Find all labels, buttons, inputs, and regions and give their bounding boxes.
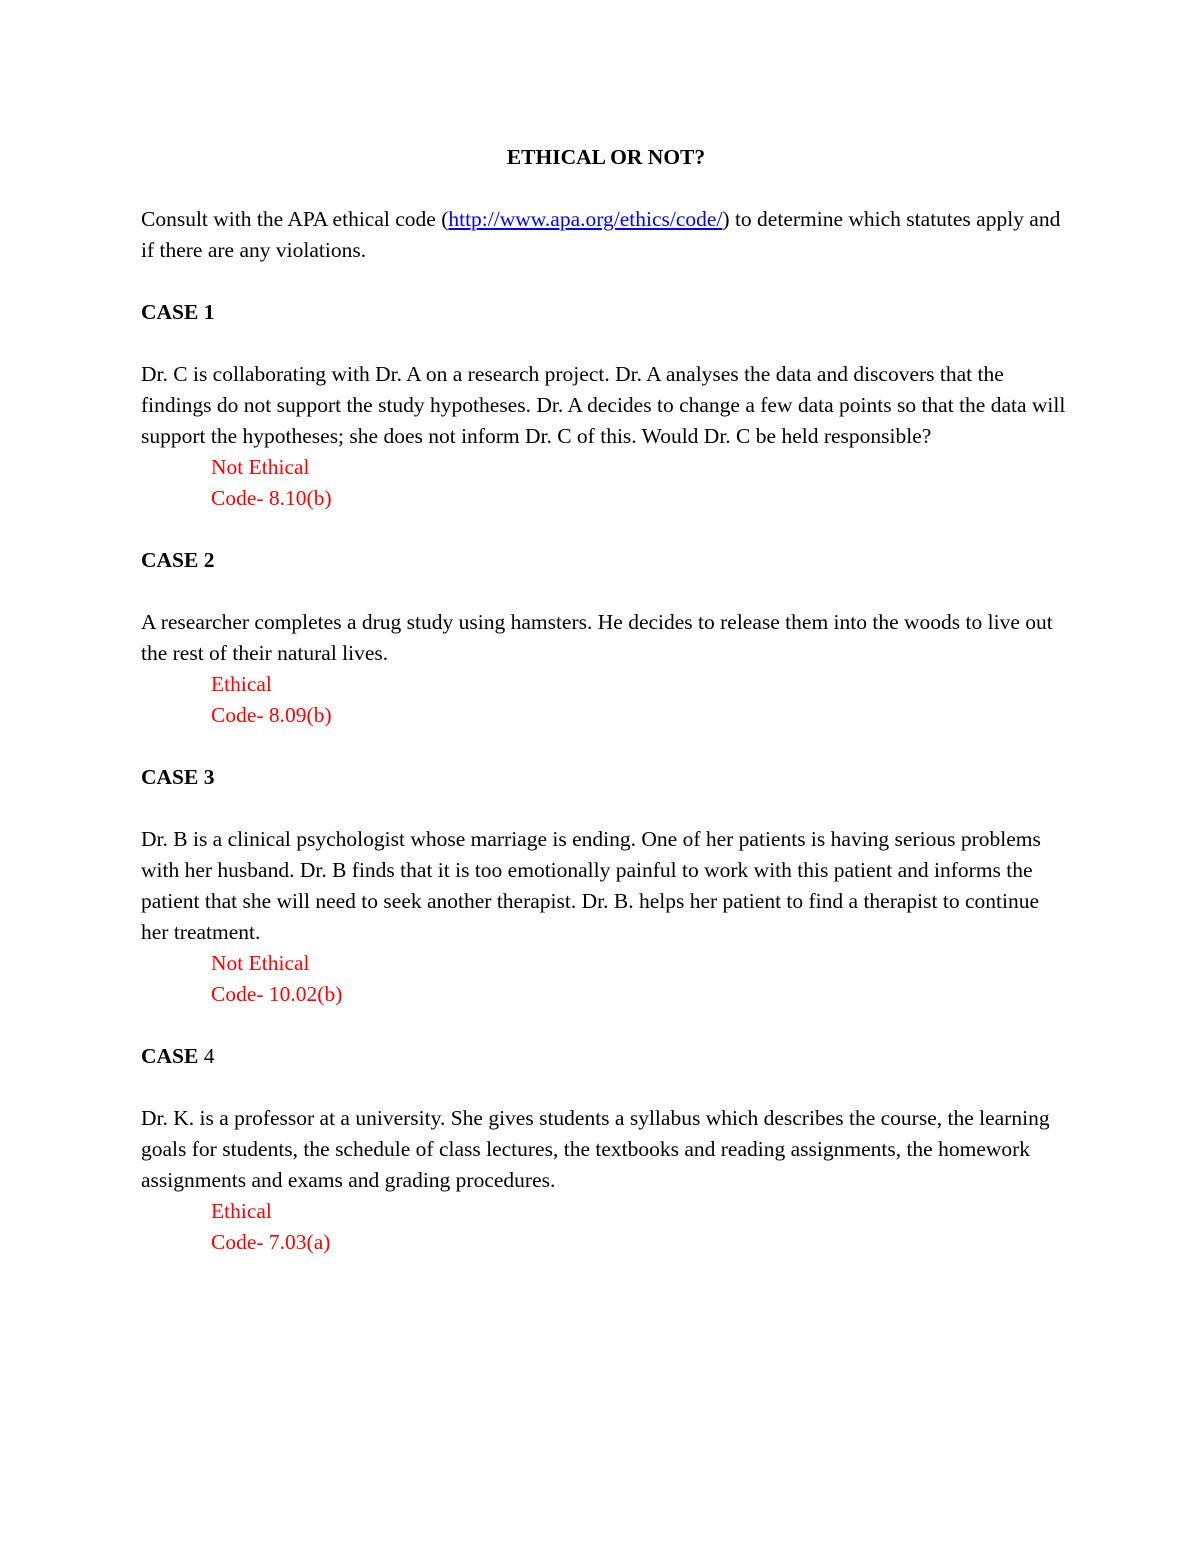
case-code-4: Code- 7.03(a) — [211, 1230, 331, 1254]
intro-text-start: Consult with the APA ethical code ( — [141, 207, 449, 231]
case-verdict-3: Not Ethical — [211, 951, 310, 975]
case-text-2: A researcher completes a drug study using hamsters. He decides to release them into the woods to live out the rest of their natural lives. — [141, 610, 1053, 665]
case-verdict-1: Not Ethical — [211, 455, 310, 479]
case-heading-1 — [141, 297, 1071, 328]
case-heading-2 — [141, 545, 1071, 576]
case-number: 4 — [203, 1044, 215, 1068]
document-title: ETHICAL OR NOT? — [506, 145, 706, 169]
case-verdict-4: Ethical — [211, 1199, 272, 1223]
case-label: CASE — [141, 1044, 199, 1068]
case-section-4 — [141, 1041, 1071, 1258]
case-code-1: Code- 8.10(b) — [211, 486, 332, 510]
case-verdict-2: Ethical — [211, 672, 272, 696]
intro-text-end: ) to determine which statutes apply and if there are any violations. — [141, 207, 1061, 262]
case-heading-3 — [141, 762, 1071, 793]
case-code-2: Code- 8.09(b) — [211, 703, 332, 727]
case-label: CASE — [141, 765, 199, 789]
case-text-4: Dr. K. is a professor at a university. She gives students a syllabus which describes the course, the learning goals for students, the schedule of class lectures, the textbooks and reading assignments, the homework assignments and exams and grading procedures. — [141, 1106, 1050, 1192]
case-text-3: Dr. B is a clinical psychologist whose marriage is ending. One of her patients is having serious problems with her husband. Dr. B finds that it is too emotionally painful to work with this patient and informs the patient that she will need to seek another therapist. Dr. B. helps her patient to find a therapist to continue her treatment. — [141, 827, 1041, 944]
case-section-2 — [141, 545, 1071, 731]
case-label: CASE — [141, 548, 199, 572]
case-heading-4 — [141, 1041, 1071, 1072]
case-label: CASE — [141, 300, 199, 324]
apa-code-link[interactable]: http://www.apa.org/ethics/code/ — [448, 207, 723, 231]
document-page — [141, 142, 1071, 1258]
case-section-3 — [141, 762, 1071, 1010]
case-text-1: Dr. C is collaborating with Dr. A on a research project. Dr. A analyses the data and discovers that the findings do not support the study hypotheses. Dr. A decides to change a few data points so that the data will support the hypotheses; she does not inform Dr. C of this. Would Dr. C be held responsible? — [141, 362, 1066, 448]
case-number: 2 — [203, 548, 215, 572]
case-code-3: Code- 10.02(b) — [211, 982, 343, 1006]
case-number: 3 — [203, 765, 215, 789]
case-number: 1 — [203, 300, 215, 324]
case-section-1 — [141, 297, 1071, 514]
intro-paragraph — [141, 204, 1071, 266]
